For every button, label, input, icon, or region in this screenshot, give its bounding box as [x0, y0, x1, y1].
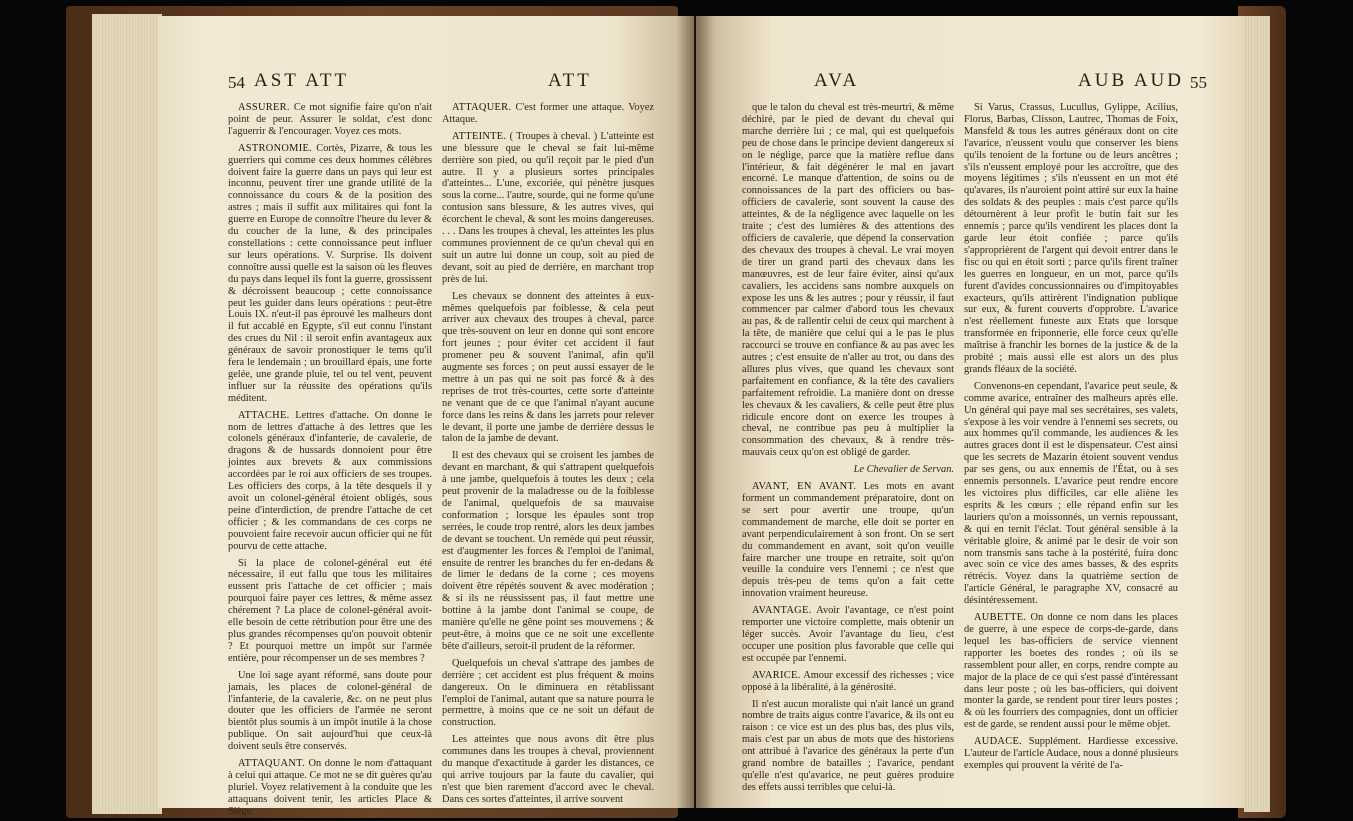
paragraph: [742, 481, 954, 600]
entry-heading: ATTACHE.: [238, 409, 290, 421]
left-running-head: [158, 70, 694, 96]
entry-heading: AVANTAGE.: [752, 605, 812, 617]
entry-heading: ASTRONOMIE.: [238, 142, 313, 154]
paragraph-text: Cortès, Pizarre, & tous les guerriers qui comme ces deux hommes célèbres doivent faire la guerre dans un pays qui leur est inconnu, peuvent tirer une grande utilité de la connoissance du cours & de la position des astres ; mais il suffit aux militaires qui font la guerre en Europe de connoître l'heure du lever & du coucher de la lune, & des principales constellations : cette connoissance peut influer sur leurs opérations. V. Surprise. Ils doivent connoître aussi quelle est la saison où les fleuves du pays dans lequel ils font la guerre, grossissent & décroissent beaucoup ; cette connoissance peut les guider dans leurs opérations : peut-être Louis IX. n'eut-il pas éprouvé les malheurs dont il fut accablé en Egypte, s'il eut connu l'instant des crues du Nil : il seroit enfin avantageux aux généraux de savoir pronostiquer le tems qu'il fera le lendemain ; un brouillard épais, une forte gelée, une grande pluie, tel ou tel vent, peuvent influer sur la réussite des opérations qu'ils méditent.: [228, 142, 432, 404]
running-head-left: AVA: [814, 70, 860, 91]
left-page-column-2: [442, 102, 654, 805]
left-page: [158, 16, 694, 817]
page-number: 54: [228, 73, 245, 92]
entry-heading: ATTAQUANT.: [238, 758, 305, 770]
signature: [742, 464, 954, 476]
right-page-edges: [1244, 16, 1270, 812]
right-page-column-2: [964, 102, 1178, 798]
paragraph-text: Il n'est aucun moraliste qui n'ait lancé un grand nombre de traits aigus contre l'avarice, & ils ont eu raison : ce vice est un des plus bas, des plus vils, mais c'est par un abus de mots que des historiens ont attribué à l'avarice des généraux la perte d'un grand nombre de batailles ; l'avarice, pendant qu'elle n'est qu'avarice, ne peut guères produire des effets aussi terribles que celui-là.: [742, 698, 954, 793]
paragraph: [228, 143, 432, 405]
paragraph: [442, 658, 654, 729]
page-number: 55: [1190, 73, 1207, 92]
entry-heading: ATTEINTE.: [452, 130, 507, 142]
paragraph-text: Le Chevalier de Servan.: [853, 464, 954, 476]
paragraph: [442, 734, 654, 805]
right-running-head: [696, 70, 1244, 96]
paragraph: [228, 410, 432, 553]
paragraph: [964, 381, 1178, 607]
paragraph: [228, 558, 432, 665]
paragraph-text: ( Troupes à cheval. ) L'atteinte est une blessure que le cheval se fait lui-même derrière son pied, ou qu'il reçoit par le pied d'un autre. Il y a plusieurs sortes principales d'atteintes... L'une, excoriée, qui pénètre jusques sous la corne... l'autre, sourde, qui ne forme qu'une contusion sans blessure, & les autres vives, qui écorchent le cheval, & sont les moins dangereuses. . . . Dans les troupes à cheval, les atteintes les plus communes proviennent de ce qu'un cheval qui en suit un autre lui donne un coup, soit au pied de devant, soit au pied de derrière, en marchant trop près de lui.: [442, 130, 654, 285]
entry-heading: AVARICE.: [752, 669, 801, 681]
right-page: [696, 16, 1244, 808]
paragraph-text: C'est former une attaque. Voyez Attaque.: [442, 102, 654, 125]
paragraph-text: Si Varus, Crassus, Lucullus, Gylippe, Acilius, Florus, Barbas, Clisson, Lautrec, Thomas de Foix, Mansfeld & tous les autres généraux dont on cite l'avarice, n'eussent voulu que conserver les biens qu'ils tenoient de la fortune ou de leurs ancêtres ; s'ils n'eussent employé pour les accroître, que des moyens légitimes ; s'ils n'eussent en un mot été qu'avares, ils n'auroient point attiré sur eux la haine des soldats & des peuples : mais c'est parce qu'ils détournèrent à leur profit le butin fait sur les ennemis ; parce qu'ils vendirent les places dont la garde leur étoit confiée ; parce qu'ils s'approprièrent de l'argent qui devoit entrer dans le fisc ou qui en étoit sorti ; parce qu'ils firent traîner les guerres en longueur, en un mot, parce qu'ils furent d'avides concussionnaires ou d'impitoyables exacteurs, qu'ils attirèrent l'indignation publique sur eux, & furent couverts d'opprobre. L'avarice n'est réellement funeste aux Etats que lorsque transformée en friponnerie, elle force ceux qu'elle maîtrise à franchir les bornes de la justice & de la probité ; mais aussi elle est alors un des plus grands fléaux de la société.: [964, 102, 1178, 375]
paragraph: [964, 612, 1178, 731]
paragraph-text: Convenons-en cependant, l'avarice peut seule, & comme avarice, entraîner des malheurs après elle. Un général qui paye mal ses secrétaires, ses valets, s'expose à les voir vendre à l'ennemi ses secrets, ou aux hommes qu'il commande, les audiences & les autres graces dont il est le dispensateur. C'est ainsi que les secrets de Mazarin étoient souvent vendus par ses gens, ou aux ennemis de l'État, ou à ses ennemis personnels. L'avarice peut rendre encore les victoires plus difficiles, car elle aliène les esprits & les cœurs ; elle répand enfin sur les lauriers qu'on a moissonnés, un vernis repoussant, & qui en ternit l'éclat. Tout général sensible à la véritable gloire, & animé par le desir de voir son nom transmis sans tache à la postérité, fuira donc avec soin ce vice des ames basses, & des esprits rétrécis. Voyez dans la quatrième section de l'article Général, le paragraphe XV, consacré au désintéressement.: [964, 380, 1178, 607]
paragraph: [228, 670, 432, 753]
paragraph-text: Il est des chevaux qui se croisent les jambes de devant en marchant, & qui s'attrapent quelquefois à une jambe, quelquefois à toutes les deux ; cela peut provenir de la maladresse ou de la foiblesse de l'animal, quelquefois de sa mauvaise conformation ; lorsque les épaules sont trop serrées, le coude trop rentré, alors les deux jambes de devant se touchent. Un remède qui peut réussir, est d'augmenter les forces & l'emploi de l'animal, ensuite de rentrer les branches du fer en-dedans & de limer le dedans de la corne ; ces moyens doivent être répétés souvent & avec modération ; & si ils ne réussissent pas, il faut mettre une bottine à la jambe dont l'animal se coupe, de manière qu'elle ne gêne point ses mouvemens ; & peut-être, à moins que ce ne soit une excellente bête d'ailleurs, seroit-il prudent de la réformer.: [442, 450, 654, 652]
paragraph-text: Lettres d'attache. On donne le nom de lettres d'attache à des lettres que les colonels généraux d'infanterie, de cavalerie, de dragons & de hussards donnoient pour être jointes aux brevets & aux commissions accordées par le roi aux officiers de ses troupes. Les officiers des corps, à la tête desquels il y avoit un colonel-général étoient obligés, sous peine d'interdiction, de prendre l'attache de cet officier ; & les commandans de ces corps ne pouvoient faire recevoir aucun officier qui ne fût pourvu de cette attache.: [228, 409, 432, 552]
paragraph: [742, 670, 954, 694]
running-head-left: AST ATT: [254, 70, 350, 91]
paragraph-text: que le talon du cheval est très-meurtri, & même déchiré, par le pied de devant du cheval qui marche derrière lui ; ce mal, qui est quelquefois peu de chose dans le principe devient dangereux si on le néglige, parce que la matière reflue dans l'intérieur, & fait dégénérer le mal en javart encorné. Le manque d'attention, de soins ou de connoissances de la part des officiers ou bas-officiers de cavalerie, sont souvent la cause des atteintes, & de la négligence avec laquelle on les traite ; c'est des lumières & des attentions des officiers de cavalerie, que dépend la conservation des chevaux des troupes à cheval. Le vrai moyen de tirer un grand parti des chevaux dans les manœuvres, est de leur faire éviter, ainsi qu'aux cavaliers, les accidens sans nombre auxquels on expose les uns & les autres ; pour y réussir, il faut commencer par calmer d'abord tous les chevaux au pas, & de rallentir celui de ceux qui marchent à la tête, de manière que celui qui a le pas le plus raccourci se trouve en confiance & au pas avec les autres ; c'est ensuite de n'aller au trot, ou dans des allures plus vives, que quand les chevaux sont parfaitement en confiance, & la tête des cavaliers parfaitement refroidie. La manière dont on dresse les chevaux & les cavaliers, & celle peut être plus ridicule encore dont on exerce les troupes à cheval, ne contribue pas peu à multiplier la consommation des chevaux, & à rendre très-mauvais ceux qu'on est obligé de garder.: [742, 102, 954, 459]
entry-heading: AUDACE.: [974, 736, 1022, 748]
entry-heading: AUBETTE.: [974, 612, 1027, 624]
paragraph-text: Les atteintes que nous avons dit être plus communes dans les troupes à cheval, proviennent du manque d'exactitude à garder les distances, ce qui arrive toujours par la faute du cavalier, qui n'est que bien rarement d'accord avec le cheval. Dans ces sortes d'atteintes, il arrive souvent: [442, 734, 654, 805]
paragraph-text: Amour excessif des richesses ; vice opposé à la libéralité, à la générosité.: [742, 669, 954, 693]
paragraph-text: Supplément. Hardiesse excessive. L'auteur de l'article Audace, nous a donné plusieurs exemples qui prouvent la vérité de l'a-: [964, 736, 1178, 771]
left-page-column-1: [228, 102, 433, 817]
paragraph-text: Si la place de colonel-général eut été nécessaire, il eut fallu que tous les militaires eussent pris l'attache de cet officier ; mais pourquoi faire payer ces lettres, & même assez chérement ? La place de colonel-général avoit-elle besoin de cette rétribution pour être une des plus grandes récompenses qu'on pouvoit obtenir ? Et pourquoi mettre un impôt sur l'armée entière, pour récompenser un de ses membres ?: [228, 557, 432, 664]
paragraph-text: Quelquefois un cheval s'attrape des jambes de derrière ; cet accident est plus fréquent & moins dangereux. On le diminuera en rétablissant l'emploi de l'animal, autant que sa nature pourra le permettre, à moins que ce ne soit un défaut de construction.: [442, 657, 654, 729]
left-page-edges: [92, 14, 162, 814]
paragraph-text: Une loi sage ayant réformé, sans doute pour jamais, les places de colonel-général de l'infanterie, de la cavalerie, &c. on ne peut plus douter que les officiers de l'armée ne seront bientôt plus soumis à un impôt inutile à la chose publique. On sait aujourd'hui que ceux-là doivent seuls être conservés.: [228, 669, 432, 753]
paragraph: [228, 758, 432, 818]
running-head-right: AUB AUD: [1078, 70, 1184, 91]
right-page-column-1: [742, 102, 954, 798]
paragraph: [742, 102, 954, 459]
paragraph: [964, 102, 1178, 376]
paragraph: [742, 605, 954, 665]
paragraph: [442, 102, 654, 126]
paragraph-text: Les mots en avant forment un commandement préparatoire, dont on se sert pour avertir une troupe, qu'un commandement de marche, elle doit se porter en avant perpendiculairement à son front. On se sert du commandement en avant, soit qu'on veuille faire marcher une troupe en retraite, soit qu'on veuille la conduire vers l'ennemi ; ce n'est que depuis très-peu de tems qu'on a fait cette innovation vraiment heureuse.: [742, 481, 954, 600]
paragraph: [742, 699, 954, 794]
paragraph: [442, 450, 654, 652]
paragraph-text: Ce mot signifie faire qu'on n'ait point de peur. Assurer le soldat, c'est donc l'aguerrir & l'encourager. Voyez ces mots.: [228, 102, 433, 137]
entry-heading: AVANT, EN AVANT.: [752, 481, 857, 493]
paragraph-text: Les chevaux se donnent des atteintes à eux-mêmes quelquefois par foiblesse, & cela peut arriver aux chevaux des troupes à cheval, parce que très-souvent on leur en donne qui sont encore fort jeunes ; pour éviter cet accident il faut promener peu & souvent l'animal, afin qu'il augmente ses forces ; on peut aussi essayer de le mettre à un pas qui ne soit pas forcé & à des reprises de trot très-courtes, cette sorte d'atteinte ne venant que de ce que l'animal n'ayant aucune force dans les reins & dans les jarrets pour relever le devant, il porte une jambe de derrière dessus le talon de la jambe de devant.: [442, 290, 654, 445]
paragraph-text: On donne ce nom dans les places de guerre, à une espece de corps-de-garde, dans lequel les bas-officiers de service viennent rapporter les boetes des rondes ; où ils se rassemblent pour aller, en corps, rendre compte au major de la place de ce qui s'est passé d'intéressant dans leur poste ; où les bas-officiers, qui doivent monter la garde, se rendent pour tirer leurs postes ; & où les fourriers des compagnies, dont un officier est de garde, se rendent aussi pour le même objet.: [964, 612, 1178, 731]
paragraph: [228, 102, 432, 138]
paragraph-text: On donne le nom d'attaquant à celui qui attaque. Ce mot ne se dit guères qu'au pluriel. Voyez relativement à la conduite que les attaquans doivent tenir, les articles Place & Siège.: [228, 758, 432, 817]
paragraph-text: Avoir l'avantage, ce n'est point remporter une victoire complette, mais obtenir un léger succès. Avoir l'avantage du lieu, c'est occuper une position plus favorable que celle qui est occupée par l'ennemi.: [742, 605, 954, 664]
running-head-right: ATT: [548, 70, 592, 91]
entry-heading: ASSURER.: [238, 102, 290, 113]
paragraph: [442, 131, 654, 286]
paragraph: [964, 736, 1178, 772]
entry-heading: ATTAQUER.: [452, 102, 512, 113]
paragraph: [442, 291, 654, 446]
